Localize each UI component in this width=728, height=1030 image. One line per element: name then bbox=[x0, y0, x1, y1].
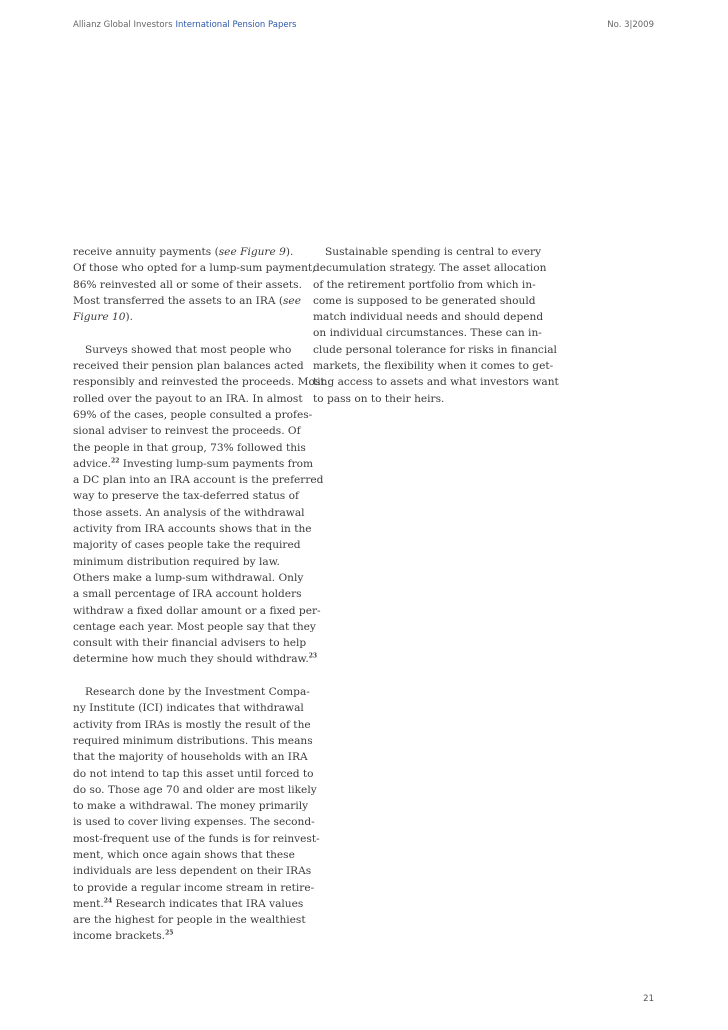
text-line: markets, the flexibility when it comes to get- bbox=[313, 360, 554, 373]
footnote-ref: 24 bbox=[103, 897, 113, 905]
left-column bbox=[73, 244, 325, 945]
text-line: those assets. An analysis of the withdrawal bbox=[73, 506, 305, 519]
text-line: do not intend to tap this asset until forced to bbox=[73, 767, 314, 780]
text-line: to pass on to their heirs. bbox=[313, 392, 445, 405]
text-line: on individual circumstances. These can in- bbox=[313, 327, 542, 340]
page-number: 21 bbox=[643, 994, 654, 1004]
text-line: 69% of the cases, people consulted a profes- bbox=[73, 408, 313, 421]
text-line: of the retirement portfolio from which in- bbox=[313, 278, 536, 291]
series-title: International Pension Papers bbox=[175, 20, 297, 30]
text-line: activity from IRA accounts shows that in the bbox=[73, 523, 312, 536]
text-line: individuals are less dependent on their IRAs bbox=[73, 865, 312, 878]
text-line: Of those who opted for a lump-sum payment, bbox=[73, 262, 316, 275]
text-line: receive annuity payments (see Figure 9). bbox=[73, 246, 294, 258]
text-line: sional adviser to reinvest the proceeds. Of bbox=[73, 425, 301, 438]
text-line: activity from IRAs is mostly the result of the bbox=[73, 718, 311, 731]
text-line: are the highest for people in the wealthiest bbox=[73, 914, 306, 927]
text-line: a small percentage of IRA account holders bbox=[73, 588, 302, 601]
text-line: income brackets.$^{25}$ bbox=[73, 929, 174, 943]
text-line: to provide a regular income stream in retire- bbox=[73, 881, 315, 894]
text-line: match individual needs and should depend bbox=[313, 311, 544, 324]
text-line: to make a withdrawal. The money primarily bbox=[73, 800, 309, 813]
text-line: minimum distribution required by law. bbox=[73, 555, 280, 568]
text-line: advice.$^{22}$ Investing lump-sum payments from bbox=[73, 457, 314, 470]
footnote-ref: 22 bbox=[111, 457, 120, 465]
text-line: Surveys showed that most people who bbox=[85, 343, 292, 356]
text-line: the people in that group, 73% followed this bbox=[73, 441, 306, 454]
issue-number: No. 3|2009 bbox=[607, 20, 654, 30]
text-line: Research done by the Investment Compa- bbox=[85, 686, 310, 699]
text-line: determine how much they should withdraw.$^{23}$ bbox=[73, 652, 318, 666]
footnote-ref: 23 bbox=[308, 652, 318, 660]
text-line: way to preserve the tax-deferred status of bbox=[73, 490, 299, 503]
text-line: a DC plan into an IRA account is the preferred bbox=[73, 474, 324, 487]
text-line: is used to cover living expenses. The second- bbox=[73, 816, 315, 829]
footnote-ref: 25 bbox=[165, 929, 174, 937]
text-line: Sustainable spending is central to every bbox=[325, 246, 542, 258]
text-line: rolled over the payout to an IRA. In almost bbox=[73, 392, 303, 405]
paragraph bbox=[73, 342, 325, 668]
text-line: ting access to assets and what investors want bbox=[313, 376, 559, 389]
publisher-name: Allianz Global Investors bbox=[73, 20, 173, 30]
text-line: clude personal tolerance for risks in financial bbox=[313, 343, 557, 356]
text-line: 86% reinvested all or some of their assets. bbox=[73, 278, 302, 291]
text-line: Others make a lump-sum withdrawal. Only bbox=[73, 571, 304, 584]
text-line: decumulation strategy. The asset allocation bbox=[313, 262, 547, 275]
text-line: responsibly and reinvested the proceeds. Most bbox=[73, 376, 325, 389]
text-line: received their pension plan balances acted bbox=[73, 360, 304, 373]
text-line: most-frequent use of the funds is for reinvest- bbox=[73, 832, 320, 845]
paragraph bbox=[73, 244, 316, 325]
paragraph bbox=[73, 684, 320, 945]
text-line: ny Institute (ICI) indicates that withdrawal bbox=[73, 702, 304, 715]
text-line: ment, which once again shows that these bbox=[73, 848, 295, 861]
right-column bbox=[313, 244, 559, 407]
text-line: withdraw a fixed dollar amount or a fixed per- bbox=[73, 604, 321, 617]
running-header bbox=[73, 20, 297, 30]
text-line: Figure 10). bbox=[73, 311, 134, 324]
text-line: centage each year. Most people say that they bbox=[73, 620, 316, 633]
text-line: ment.$^{24}$ Research indicates that IRA values bbox=[73, 897, 304, 910]
text-line: Most transferred the assets to an IRA (see bbox=[73, 294, 301, 307]
text-line: do so. Those age 70 and older are most likely bbox=[73, 783, 317, 796]
paragraph bbox=[313, 244, 559, 407]
text-line: come is supposed to be generated should bbox=[313, 294, 536, 307]
text-line: majority of cases people take the required bbox=[73, 539, 301, 552]
text-line: that the majority of households with an IRA bbox=[73, 751, 308, 764]
text-line: required minimum distributions. This means bbox=[73, 734, 313, 747]
text-line: consult with their financial advisers to help bbox=[73, 637, 307, 650]
